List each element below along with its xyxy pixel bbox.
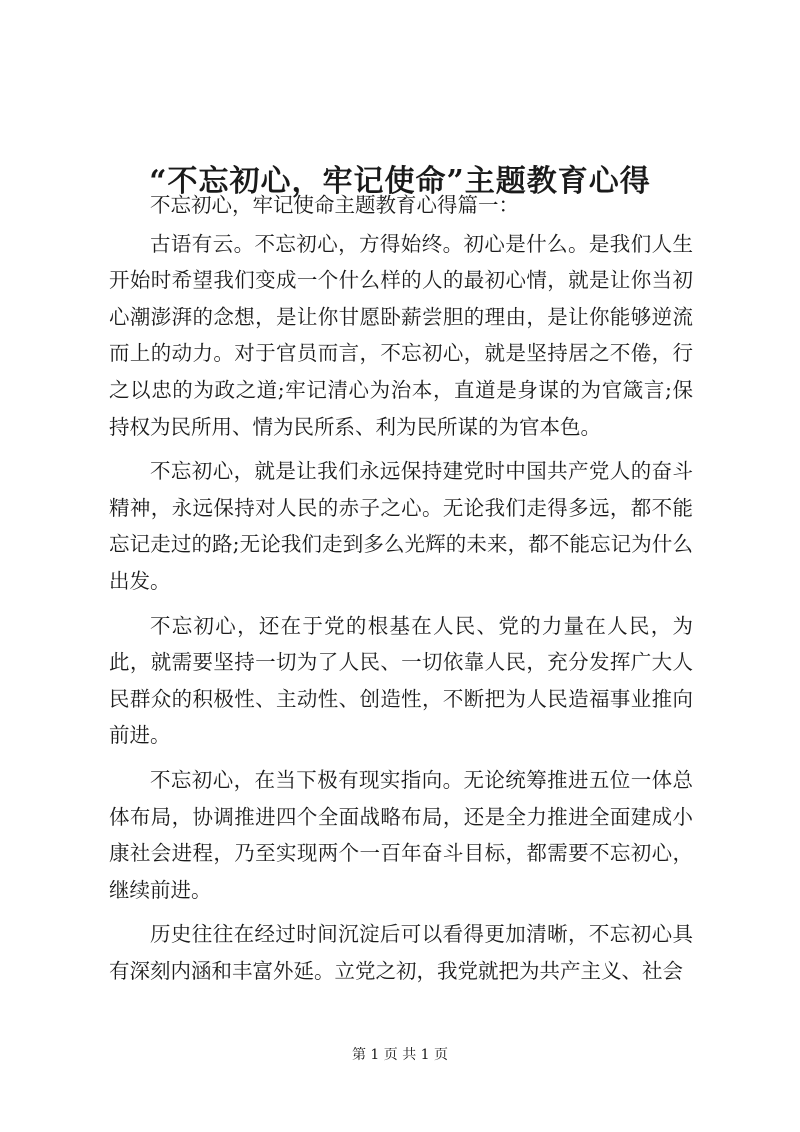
document-title: “不忘初心，牢记使命”主题教育心得	[149, 164, 651, 200]
document-body	[109, 187, 693, 997]
paragraph: 不忘初心，就是让我们永远保持建党时中国共产党人的奋斗精神，永远保持对人民的赤子之心。无论我们走得多远，都不能忘记走过的路;无论我们走到多么光辉的未来，都不能忘记为什么出发。	[109, 459, 693, 593]
section-heading: 不忘初心，牢记使命主题教育心得篇一：	[150, 193, 519, 217]
paragraph: 历史往往在经过时间沉淀后可以看得更加清晰，不忘初心具有深刻内涵和丰富外延。立党之初，我党就把为共产主义、社会	[109, 922, 693, 983]
paragraph: 不忘初心，还在于党的根基在人民、党的力量在人民，为此，就需要坚持一切为了人民、一切依靠人民，充分发挥广大人民群众的积极性、主动性、创造性，不断把为人民造福事业推向前进。	[109, 613, 693, 748]
paragraph: 不忘初心，在当下极有现实指向。无论统筹推进五位一体总体布局，协调推进四个全面战略布局，还是全力推进全面建成小康社会进程，乃至实现两个一百年奋斗目标，都需要不忘初心，继续前进。	[109, 767, 693, 902]
page-footer: 第 1 页 共 1 页	[351, 1047, 449, 1063]
paragraph: 古语有云。不忘初心，方得始终。初心是什么。是我们人生开始时希望我们变成一个什么样的人的最初心情，就是让你当初心潮澎湃的念想，是让你甘愿卧薪尝胆的理由，是让你能够逆流而上的动力。对于官员而言，不忘初心，就是坚持居之不倦，行之以忠的为政之道;牢记清心为治本，直道是身谋的为官箴言;保持权为民所用、情为民所系、利为民所谋的为官本色。	[109, 231, 693, 439]
